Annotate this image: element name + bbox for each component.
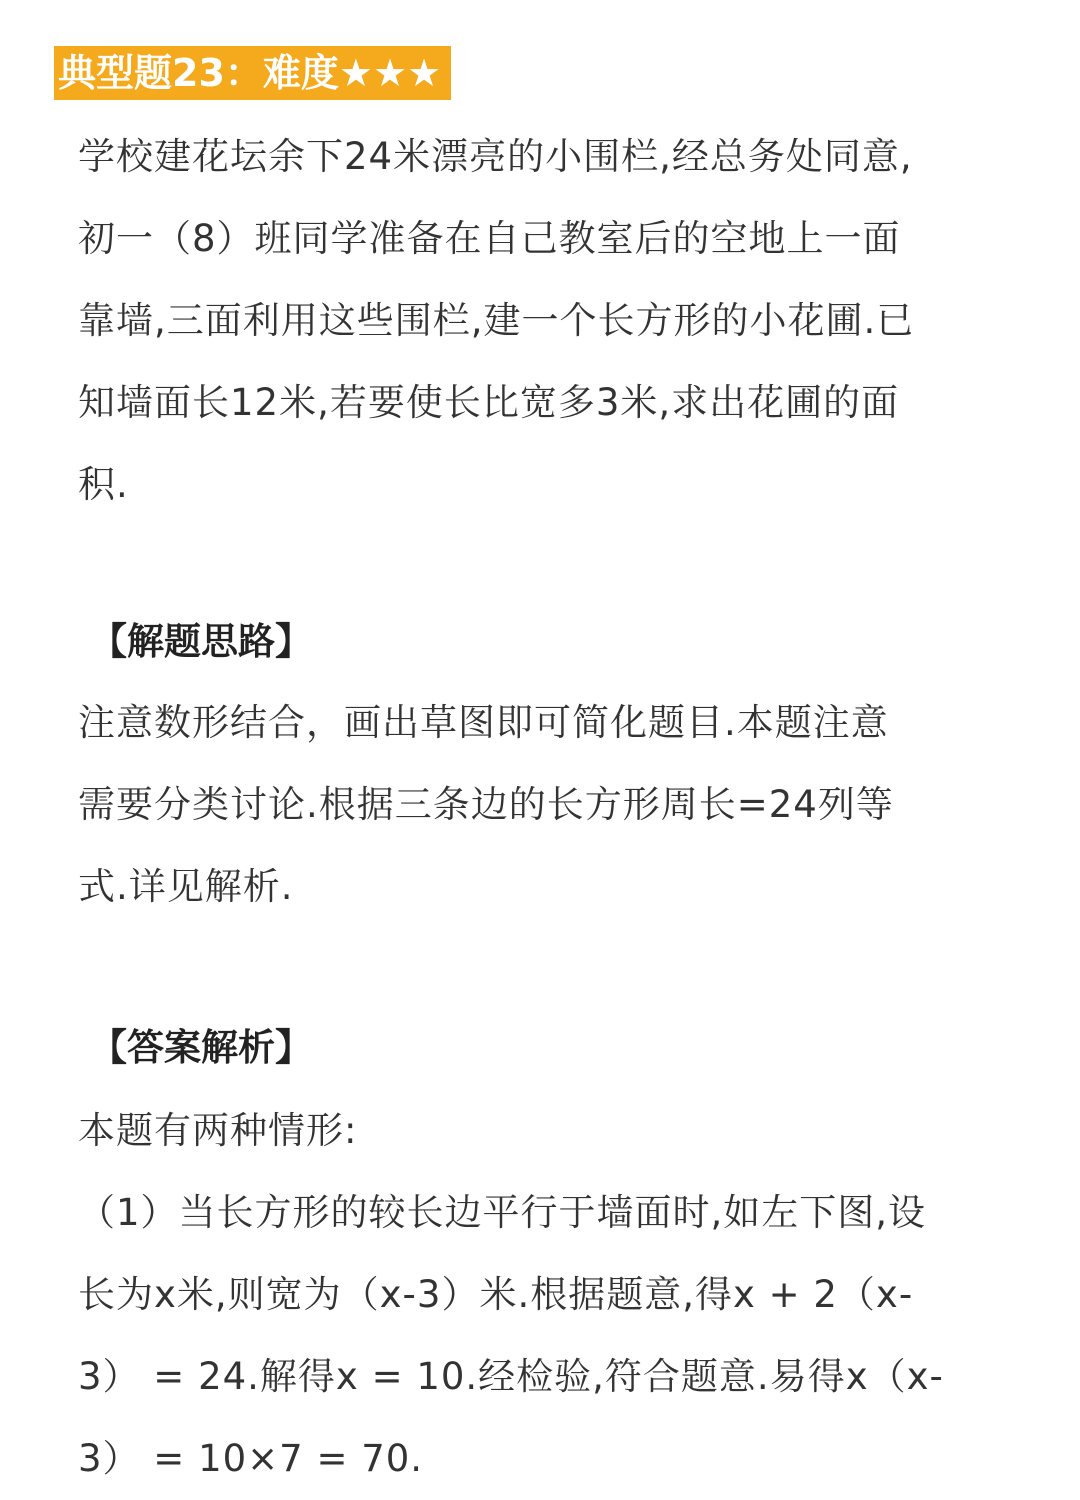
thinking-text xyxy=(78,682,1008,928)
answer-line: 本题有两种情形: xyxy=(78,1109,358,1152)
answer-line: 长为x米,则宽为（x-3）米.根据题意,得x + 2（x- xyxy=(78,1273,914,1316)
problem-line: 学校建花坛余下24米漂亮的小围栏,经总务处同意, xyxy=(78,135,913,178)
thinking-line: 注意数形结合，画出草图即可简化题目.本题注意 xyxy=(78,701,889,744)
answer-heading: 【答案解析】 xyxy=(90,1026,312,1069)
thinking-line: 需要分类讨论.根据三条边的长方形周长=24列等 xyxy=(78,783,894,826)
thinking-line: 式.详见解析. xyxy=(78,865,294,908)
answer-line: 3） = 24.解得x = 10.经检验,符合题意.易得x（x- xyxy=(78,1355,944,1398)
thinking-heading: 【解题思路】 xyxy=(90,620,312,663)
answer-text xyxy=(78,1090,1008,1500)
answer-line: （1）当长方形的较长边平行于墙面时,如左下图,设 xyxy=(78,1191,927,1234)
problem-line: 靠墙,三面利用这些围栏,建一个长方形的小花圃.已 xyxy=(78,299,915,342)
problem-text xyxy=(78,116,1008,526)
problem-line: 初一（8）班同学准备在自己教室后的空地上一面 xyxy=(78,217,901,260)
problem-line: 积. xyxy=(78,463,129,506)
problem-line: 知墙面长12米,若要使长比宽多3米,求出花圃的面 xyxy=(78,381,900,424)
problem-title-badge: 典型题23：难度★★★ xyxy=(54,46,451,100)
answer-line: 3） = 10×7 = 70. xyxy=(78,1437,424,1480)
